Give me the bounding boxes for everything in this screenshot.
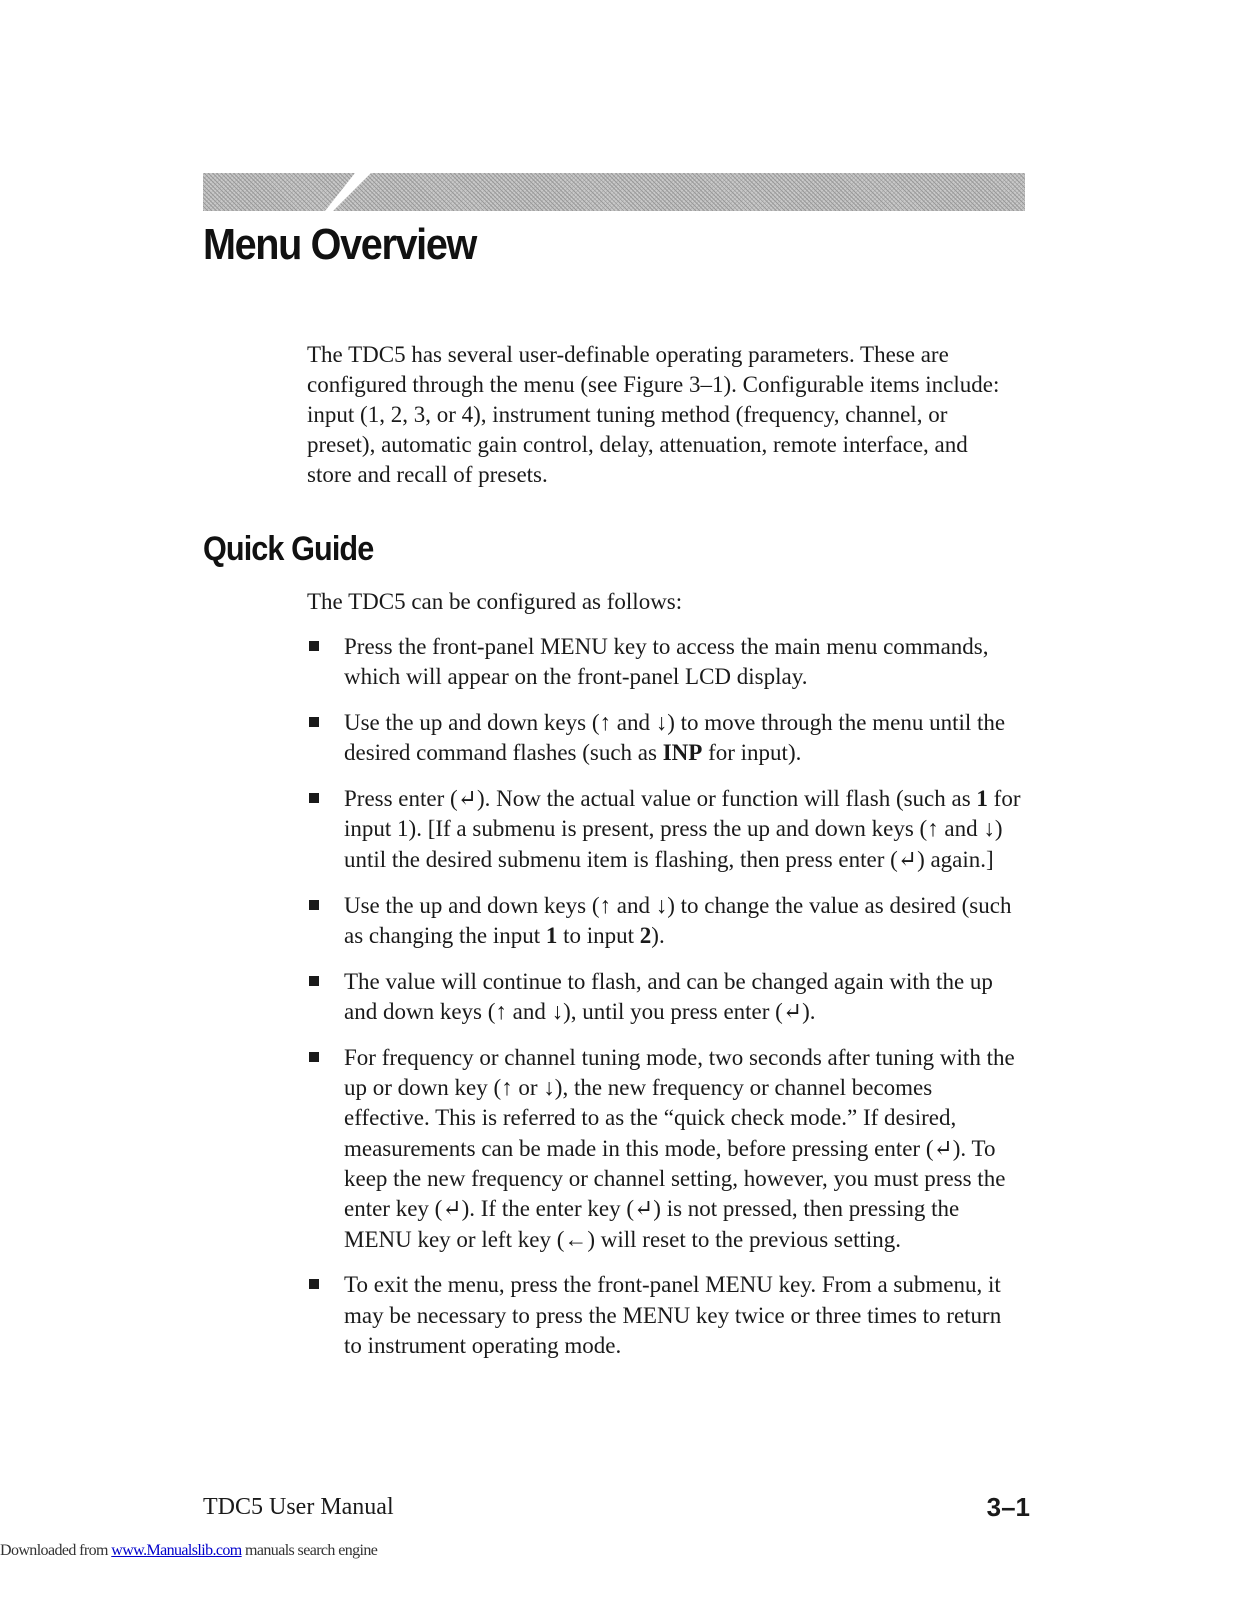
footer-manual-title: TDC5 User Manual bbox=[203, 1494, 394, 1520]
bullet-square-icon bbox=[309, 1052, 319, 1062]
list-item: The value will continue to flash, and can be changed again with the up and down keys (↑ and ↓), until you press enter (↵). bbox=[307, 967, 1022, 1028]
bullet-square-icon bbox=[309, 1279, 319, 1289]
footer-page-number: 3–1 bbox=[986, 1492, 1030, 1522]
bullet-square-icon bbox=[309, 717, 319, 727]
page-title: Menu Overview bbox=[203, 220, 476, 269]
header-bar-slash bbox=[203, 173, 1025, 211]
bullet-square-icon bbox=[309, 900, 319, 910]
list-item: Use the up and down keys (↑ and ↓) to move through the menu until the desired command flashes (such as INP for input). bbox=[307, 708, 1022, 769]
manualslib-link[interactable]: www.Manualslib.com bbox=[111, 1542, 242, 1559]
bullet-square-icon bbox=[309, 641, 319, 651]
list-item: Use the up and down keys (↑ and ↓) to change the value as desired (such as changing the input 1 to input 2). bbox=[307, 891, 1022, 952]
bullet-square-icon bbox=[309, 976, 319, 986]
lead-paragraph: The TDC5 can be configured as follows: bbox=[307, 589, 683, 614]
list-item: Press enter (↵). Now the actual value or function will flash (such as 1 for input 1). [If a submenu is present, press the up and down keys (↑ and ↓) until the desired submenu item is flashing, then press enter (↵) again.] bbox=[307, 784, 1022, 875]
list-item: To exit the menu, press the front-panel MENU key. From a submenu, it may be necessary to press the MENU key twice or three times to return to instrument operating mode. bbox=[307, 1270, 1022, 1361]
quick-guide-list bbox=[307, 632, 1022, 1377]
download-notice: Downloaded from www.Manualslib.com manuals search engine bbox=[0, 1542, 378, 1559]
list-item: For frequency or channel tuning mode, two seconds after tuning with the up or down key (↑ or ↓), the new frequency or channel becomes effective. This is referred to as the “quick check mode.” If desired, measurements can be made in this mode, before pressing enter (↵). To keep the new frequency or channel setting, however, you must press the enter key (↵). If the enter key (↵) is not pressed, then pressing the MENU key or left key (←) will reset to the previous setting. bbox=[307, 1043, 1022, 1255]
section-title: Quick Guide bbox=[203, 530, 374, 568]
bullet-square-icon bbox=[309, 793, 319, 803]
chapter-header-bar bbox=[203, 173, 1025, 211]
list-item: Press the front-panel MENU key to access the main menu commands, which will appear on the front-panel LCD display. bbox=[307, 632, 1022, 693]
intro-paragraph: The TDC5 has several user-definable operating parameters. These are configured through the menu (see Figure 3–1). Configurable items include: input (1, 2, 3, or 4), instrument tuning method (frequency, channel, or preset), automatic gain control, delay, attenuation, remote interface, and store and recall of presets. bbox=[307, 342, 1000, 487]
